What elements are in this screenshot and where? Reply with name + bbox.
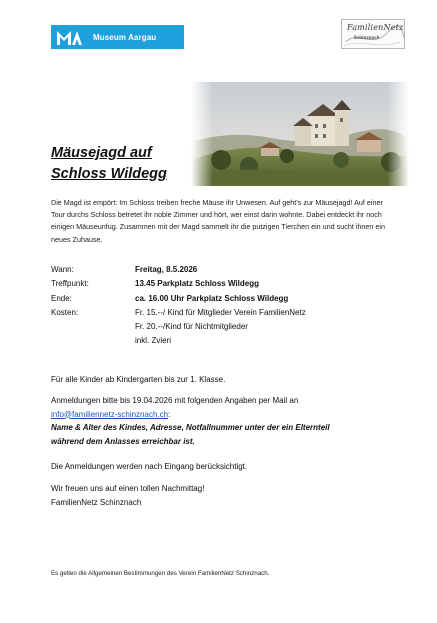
event-details xyxy=(51,263,306,349)
required-info-line2: während dem Anlasses erreichbar ist. xyxy=(51,436,195,446)
registration-block xyxy=(51,394,401,448)
email-link[interactable]: info@familiennetz-schinznach.ch xyxy=(51,409,169,419)
event-title xyxy=(51,143,167,185)
familiennetz-logo xyxy=(341,19,405,49)
detail-label-treffpunkt: Treffpunkt: xyxy=(51,279,89,289)
email-suffix: : xyxy=(168,409,171,419)
museum-logo-mark-icon xyxy=(57,29,83,45)
audience-text: Für alle Kinder ab Kindergarten bis zur 1. Klasse. xyxy=(51,375,226,384)
footer-terms: Es gelten die Allgemeinen Bestimmungen des Verein FamilienNetz Schinznach. xyxy=(51,570,270,577)
detail-label-kosten: Kosten: xyxy=(51,307,79,317)
closing-signature: FamilienNetz Schinznach xyxy=(51,497,142,507)
registration-intro: Anmeldungen bitte bis 19.04.2026 mit folgenden Angaben per Mail an xyxy=(51,396,299,405)
closing-line1: Wir freuen uns auf einen tollen Nachmittag! xyxy=(51,484,205,493)
detail-value-kosten xyxy=(135,306,306,349)
museum-aargau-logo xyxy=(51,25,184,49)
detail-value-treffpunkt: 13.45 Parkplatz Schloss Wildegg xyxy=(135,279,259,289)
museum-logo-text: Museum Aargau xyxy=(93,32,157,42)
kosten-line-nonmembers: Fr. 20.--/Kind für Nichtmitglieder xyxy=(135,322,248,332)
kosten-line-members: Fr. 15.--/ Kind für Mitglieder Verein FamilienNetz xyxy=(135,307,306,317)
castle-photo xyxy=(191,82,409,186)
intro-text: Die Magd ist empört: Im Schloss treiben freche Mäuse ihr Unwesen. Auf geht’s zur Mäusejagd! Auf einer Tour durchs Schloss betretet ihr noble Zimmer und hört, wer einst darin wohnte. Dabei entdeckt ihr noch einigen Mäuseunfug. Zusammen mit der Magd sammelt ihr die putzigen Tierchen ein und sucht ihnen ein neues Zuhause. xyxy=(51,198,386,244)
detail-label-ende: Ende: xyxy=(51,293,72,303)
order-note: Die Anmeldungen werden nach Eingang berücksichtigt. xyxy=(51,462,248,471)
required-info-line1: Name & Alter des Kindes, Adresse, Notfallnummer unter der ein Elternteil xyxy=(51,423,330,432)
event-title-line1: Mäusejagd auf xyxy=(51,145,152,161)
event-title-line2: Schloss Wildegg xyxy=(51,166,167,182)
familiennetz-logo-subtext: Schinznach xyxy=(354,35,380,40)
castle-icon xyxy=(191,82,409,186)
detail-row-kosten xyxy=(51,306,306,349)
familiennetz-logo-text: FamilienNetz xyxy=(347,23,404,32)
detail-row-treffpunkt xyxy=(51,277,306,291)
detail-value-ende: ca. 16.00 Uhr Parkplatz Schloss Wildegg xyxy=(135,293,289,303)
detail-row-ende xyxy=(51,292,306,306)
detail-row-wann xyxy=(51,263,306,277)
detail-value-wann: Freitag, 8.5.2026 xyxy=(135,265,198,274)
closing-block xyxy=(51,482,401,509)
kosten-line-zvieri: inkl. Zvieri xyxy=(135,336,172,346)
detail-label-wann: Wann: xyxy=(51,265,74,274)
